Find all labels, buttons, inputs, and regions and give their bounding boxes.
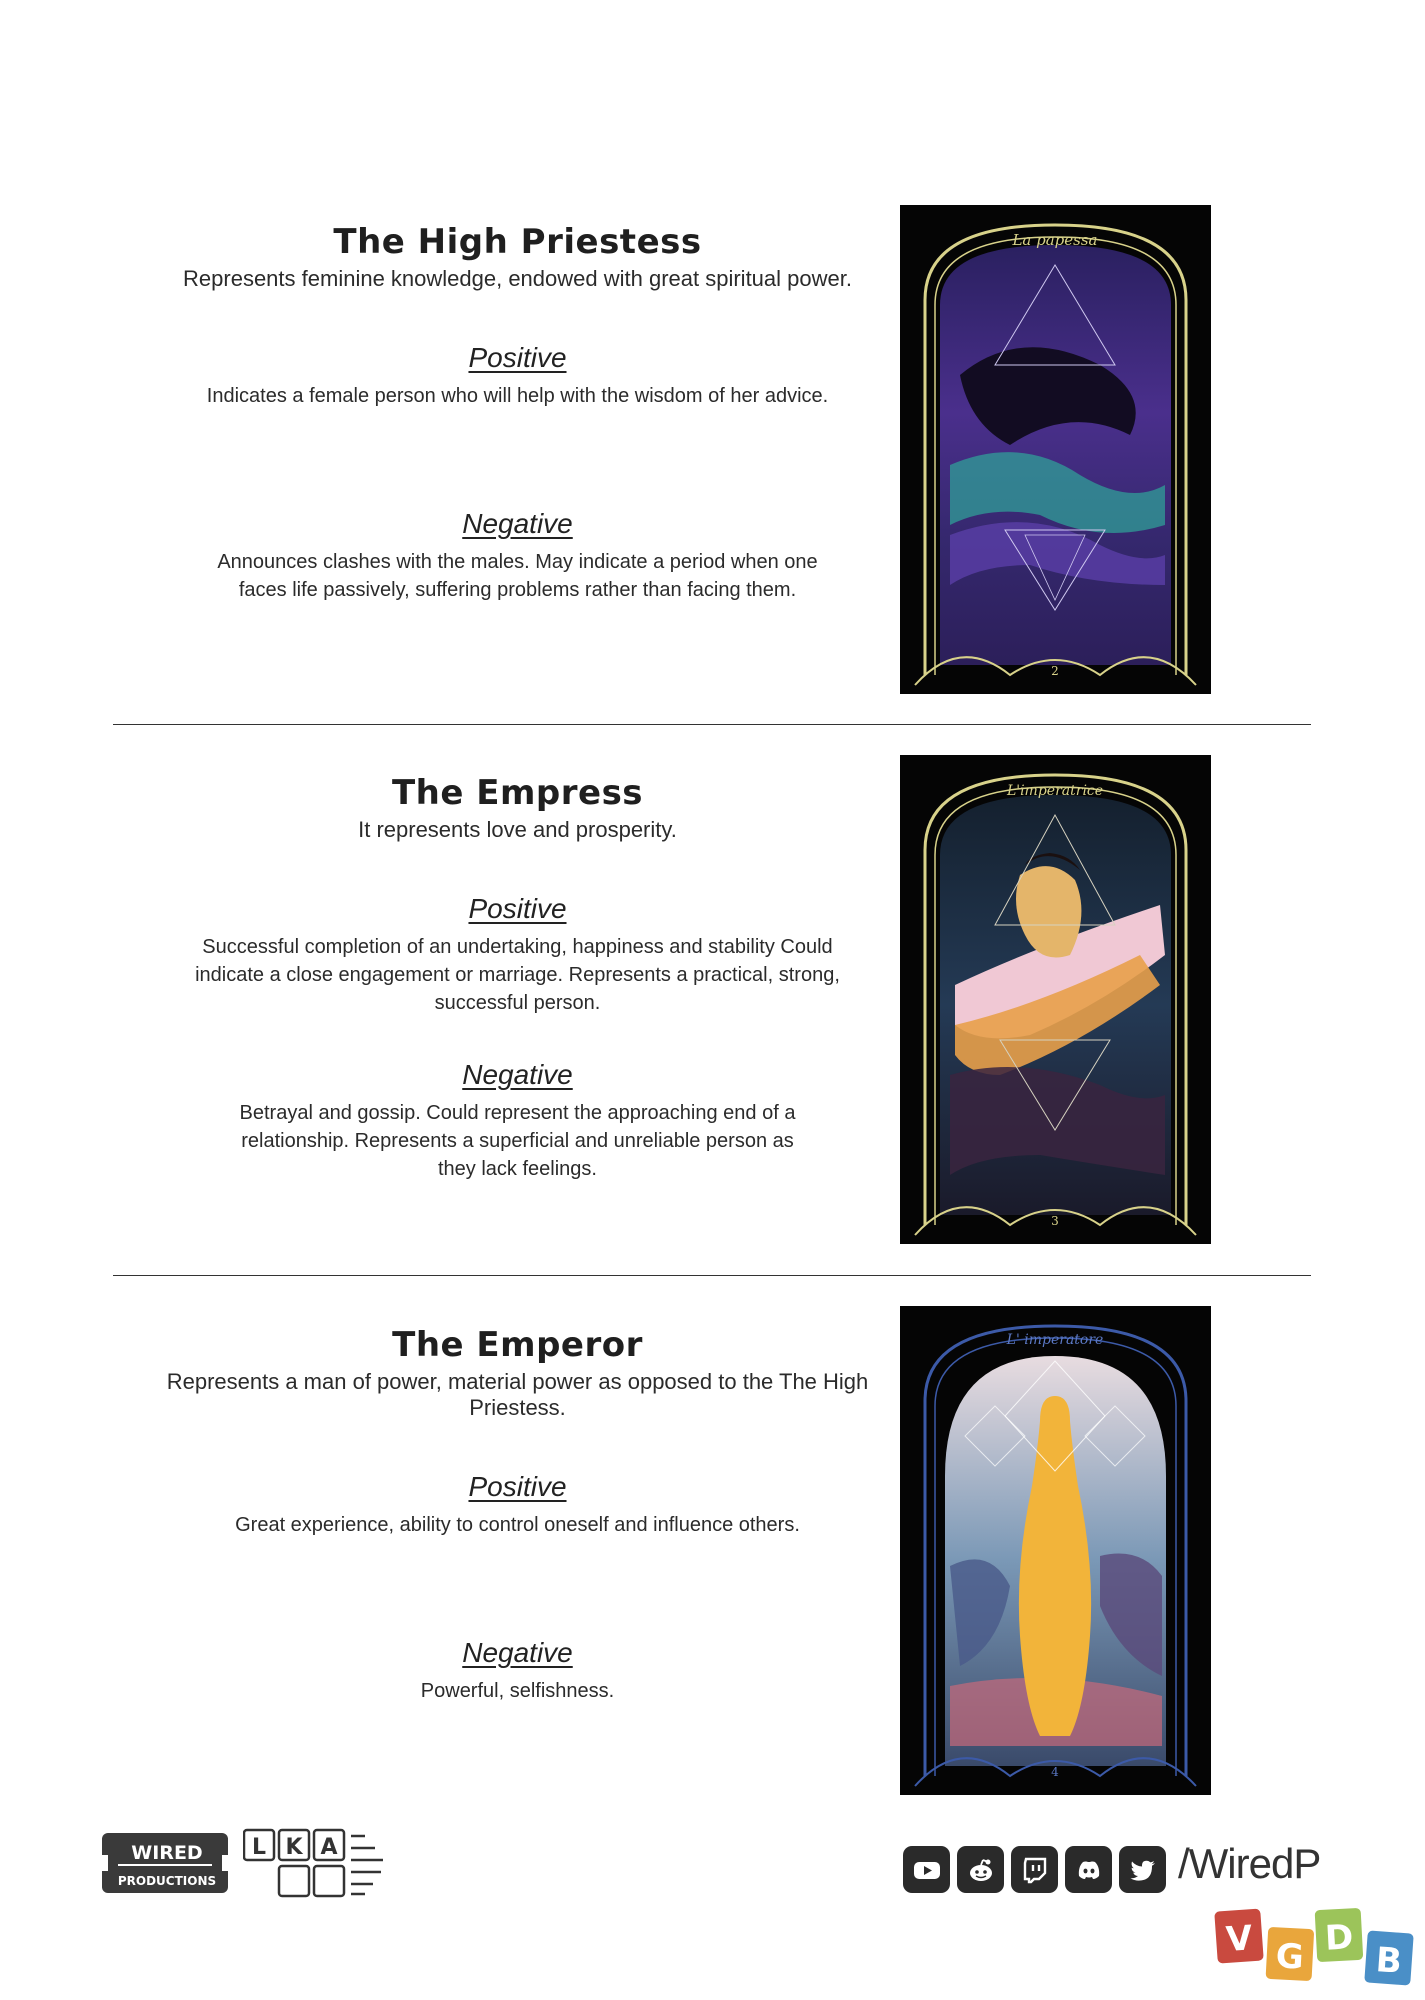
tarot-card-image-empress <box>900 755 1211 1244</box>
svg-text:D: D <box>1323 1917 1355 1959</box>
wired-productions-logo <box>102 1827 232 1903</box>
svg-text:L: L <box>251 1835 267 1860</box>
card-subtitle: Represents feminine knowledge, endowed with great spiritual power. <box>183 266 852 291</box>
positive-label: Positive <box>468 1471 567 1502</box>
negative-label: Negative <box>462 1637 573 1668</box>
card-title: The High Priestess <box>333 222 702 262</box>
twitter-icon[interactable] <box>1119 1846 1166 1893</box>
social-links <box>903 1846 1166 1893</box>
tarot-card-image-emperor <box>900 1306 1211 1795</box>
negative-label: Negative <box>462 508 573 539</box>
positive-label: Positive <box>468 893 567 924</box>
card-title: The Emperor <box>392 1325 643 1365</box>
section-divider <box>113 1275 1311 1276</box>
svg-text:3: 3 <box>1051 1214 1059 1228</box>
svg-text:B: B <box>1374 1940 1404 1982</box>
svg-text:La papessa: La papessa <box>1012 231 1098 249</box>
svg-text:L' imperatore: L' imperatore <box>1006 1332 1104 1348</box>
positive-text: Successful completion of an undertaking, happiness and stability Could indicate a close engagement or marriage. Represents a practical, strong, successful person. <box>195 936 840 1014</box>
social-handle: /WiredP <box>1178 1840 1321 1887</box>
positive-label: Positive <box>468 342 567 373</box>
svg-text:K: K <box>285 1835 303 1860</box>
discord-icon[interactable] <box>1065 1846 1112 1893</box>
card-text <box>130 1325 905 1705</box>
svg-text:WIRED: WIRED <box>131 1842 203 1864</box>
vgdb-logo <box>1212 1906 1418 2000</box>
card-title: The Empress <box>391 773 644 813</box>
negative-text: Betrayal and gossip. Could represent the approaching end of a relationship. Represents a superficial and unreliable person as they lack feelings. <box>239 1102 796 1180</box>
section-divider <box>113 724 1311 725</box>
positive-text: Great experience, ability to control oneself and influence others. <box>235 1514 800 1536</box>
positive-text: Indicates a female person who will help with the wisdom of her advice. <box>206 385 829 407</box>
tarot-card-image-high-priestess <box>900 205 1211 694</box>
card-text <box>130 773 905 1183</box>
lka-logo <box>243 1828 393 1904</box>
svg-text:4: 4 <box>1051 1765 1059 1779</box>
negative-text: Announces clashes with the males. May indicate a period when one faces life passively, suffering problems rather than facing them. <box>217 551 818 601</box>
svg-text:A: A <box>320 1835 338 1860</box>
svg-text:L'imperatrice: L'imperatrice <box>1006 783 1104 799</box>
card-subtitle: Represents a man of power, material power as opposed to the The High Priestess. <box>166 1369 869 1420</box>
svg-text:G: G <box>1274 1936 1305 1978</box>
negative-text: Powerful, selfishness. <box>420 1680 615 1702</box>
svg-text:PRODUCTIONS: PRODUCTIONS <box>117 1874 217 1888</box>
youtube-icon[interactable] <box>903 1846 950 1893</box>
card-text <box>130 222 905 604</box>
negative-label: Negative <box>462 1059 573 1090</box>
card-subtitle: It represents love and prosperity. <box>358 817 677 842</box>
twitch-icon[interactable] <box>1011 1846 1058 1893</box>
svg-text:2: 2 <box>1051 664 1059 678</box>
svg-text:V: V <box>1224 1918 1254 1960</box>
reddit-icon[interactable] <box>957 1846 1004 1893</box>
